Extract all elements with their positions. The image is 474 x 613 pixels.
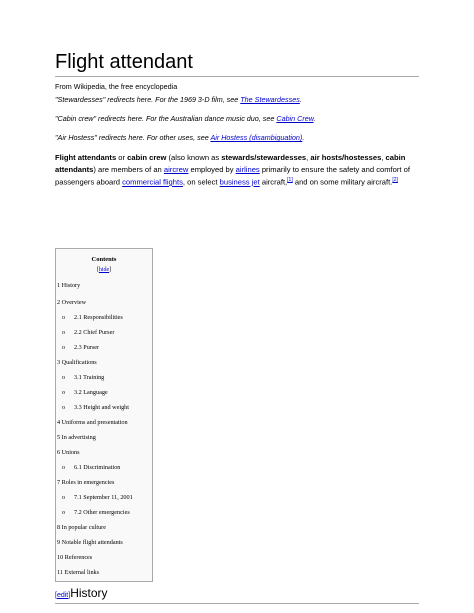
- toc-item[interactable]: [62, 509, 130, 516]
- link-cabin-crew[interactable]: Cabin Crew: [276, 114, 314, 123]
- toc-item-label[interactable]: 7.1 September 11, 2001: [74, 494, 133, 501]
- toc-item[interactable]: [57, 479, 114, 486]
- hatnote-text: "Air Hostess" redirects here. For other uses, see: [55, 133, 211, 142]
- toc-item[interactable]: [57, 524, 106, 531]
- toc-item[interactable]: [62, 494, 133, 501]
- toc-item-label[interactable]: 9 Notable flight attendants: [57, 539, 123, 546]
- link-the-stewardesses[interactable]: The Stewardesses: [240, 95, 300, 104]
- toc-hide-toggle: [56, 267, 152, 273]
- lead-text: ) are members of an: [93, 164, 164, 174]
- section-title: History: [70, 586, 108, 600]
- toc-item[interactable]: [62, 314, 123, 321]
- article: [55, 50, 419, 600]
- toc-item[interactable]: [62, 329, 114, 336]
- lead-text: (also known as: [166, 153, 222, 162]
- lead-text: aircraft,: [259, 177, 288, 187]
- link-aircrew[interactable]: aircrew: [163, 164, 189, 174]
- toc-item[interactable]: [57, 359, 97, 366]
- page-title: Flight attendant: [55, 50, 419, 77]
- lead-text: ,: [381, 153, 386, 162]
- toc-item-label[interactable]: 7.2 Other emergencies: [74, 509, 130, 516]
- toc-item[interactable]: [57, 434, 96, 441]
- hatnote-text: "Stewardesses" redirects here. For the 1969 3-D film, see: [55, 95, 241, 104]
- hatnote-text: .: [313, 114, 316, 123]
- hatnote-text: .: [299, 95, 302, 104]
- toc-bullet: o: [62, 405, 65, 411]
- toc-item[interactable]: [62, 389, 108, 396]
- edit-section: [55, 592, 70, 599]
- toc-item-label[interactable]: 6.1 Discrimination: [74, 464, 121, 471]
- toc-item[interactable]: [62, 374, 104, 381]
- link-business-jet[interactable]: business jet: [219, 177, 260, 187]
- toc-bullet: o: [62, 345, 65, 351]
- section-heading-history: [55, 584, 419, 604]
- lead-text: ,: [306, 153, 311, 162]
- toc-item[interactable]: [62, 464, 120, 471]
- toc-item[interactable]: [62, 344, 99, 351]
- toc-item-label[interactable]: 1 History: [57, 282, 81, 289]
- link-airlines[interactable]: airlines: [235, 164, 260, 174]
- toc-item[interactable]: [57, 554, 92, 561]
- link-commercial-flights[interactable]: commercial flights: [122, 177, 183, 187]
- toc-bullet: o: [62, 495, 65, 501]
- toc-item-label[interactable]: 2 Overview: [57, 299, 87, 306]
- hatnote-text: "Cabin crew" redirects here. For the Australian dance music duo, see: [55, 114, 277, 123]
- ref-1-link[interactable]: [1]: [287, 177, 293, 183]
- edit-link[interactable]: edit: [56, 592, 69, 599]
- lead-text: , on select: [182, 177, 220, 187]
- toc-item-label[interactable]: 10 References: [57, 554, 93, 561]
- toc-item-label[interactable]: 3 Qualifications: [57, 359, 97, 366]
- lead-text: primarily to ensure the safety and comfort of passengers aboard: [55, 164, 410, 187]
- toc-bullet: o: [62, 510, 65, 516]
- lead-text: and on some military aircraft.: [292, 177, 393, 187]
- toc-item-label[interactable]: 2.3 Purser: [74, 344, 100, 351]
- toc-item-label[interactable]: 3.3 Height and weight: [74, 404, 129, 411]
- toc-item[interactable]: [62, 404, 129, 411]
- toc-item-label[interactable]: 5 In advertising: [57, 434, 96, 441]
- toc-item-label[interactable]: 8 In popular culture: [57, 524, 106, 531]
- toc-item-label[interactable]: 6 Unions: [57, 449, 80, 456]
- toc-item[interactable]: [57, 539, 123, 546]
- toc-bracket: [: [96, 267, 99, 273]
- toc-item[interactable]: [57, 419, 128, 426]
- toc-item[interactable]: [57, 449, 80, 456]
- site-sub: From Wikipedia, the free encyclopedia: [55, 82, 178, 91]
- lead-bold: cabin attendants: [55, 153, 406, 174]
- lead-bold: air hosts/hostesses: [310, 153, 382, 162]
- ref-2-link[interactable]: [2]: [392, 177, 398, 183]
- toc-item-label[interactable]: 7 Roles in emergencies: [57, 479, 115, 486]
- toc-item-label[interactable]: 2.1 Responsibilities: [74, 314, 123, 321]
- toc-bullet: o: [62, 330, 65, 336]
- toc-item[interactable]: [57, 569, 99, 576]
- lead-bold: cabin crew: [127, 153, 167, 162]
- lead-paragraph: [55, 152, 419, 188]
- hatnote-text: .: [302, 133, 305, 142]
- edit-bracket: [: [55, 592, 57, 599]
- lead-bold: Flight attendants: [55, 153, 117, 162]
- lead-text: or: [116, 153, 128, 162]
- toc-bullet: o: [62, 465, 65, 471]
- toc-item[interactable]: [57, 299, 86, 306]
- toc-hide-link[interactable]: hide: [98, 267, 110, 273]
- hatnote-air-hostess: [55, 133, 419, 143]
- toc-bullet: o: [62, 315, 65, 321]
- table-of-contents: [55, 248, 153, 582]
- hatnote-cabin-crew: [55, 114, 419, 124]
- edit-bracket: ]: [68, 592, 71, 599]
- toc-item-label[interactable]: 2.2 Chief Purser: [74, 329, 115, 336]
- toc-item[interactable]: [57, 282, 80, 289]
- toc-item-label[interactable]: 4 Uniforms and presentation: [57, 419, 128, 426]
- toc-bracket: ]: [109, 267, 112, 273]
- link-air-hostess-disambiguation[interactable]: Air Hostess (disambiguation): [210, 133, 303, 142]
- toc-title: Contents: [91, 256, 117, 263]
- hatnote-stewardesses: [55, 95, 419, 105]
- lead-bold: stewards/stewardesses: [221, 153, 307, 162]
- lead-text: employed by: [188, 164, 236, 174]
- toc-bullet: o: [62, 375, 65, 381]
- toc-item-label[interactable]: 3.2 Language: [74, 389, 108, 396]
- toc-bullet: o: [62, 390, 65, 396]
- toc-item-label[interactable]: 3.1 Training: [74, 374, 105, 381]
- toc-item-label[interactable]: 11 External links: [57, 569, 100, 576]
